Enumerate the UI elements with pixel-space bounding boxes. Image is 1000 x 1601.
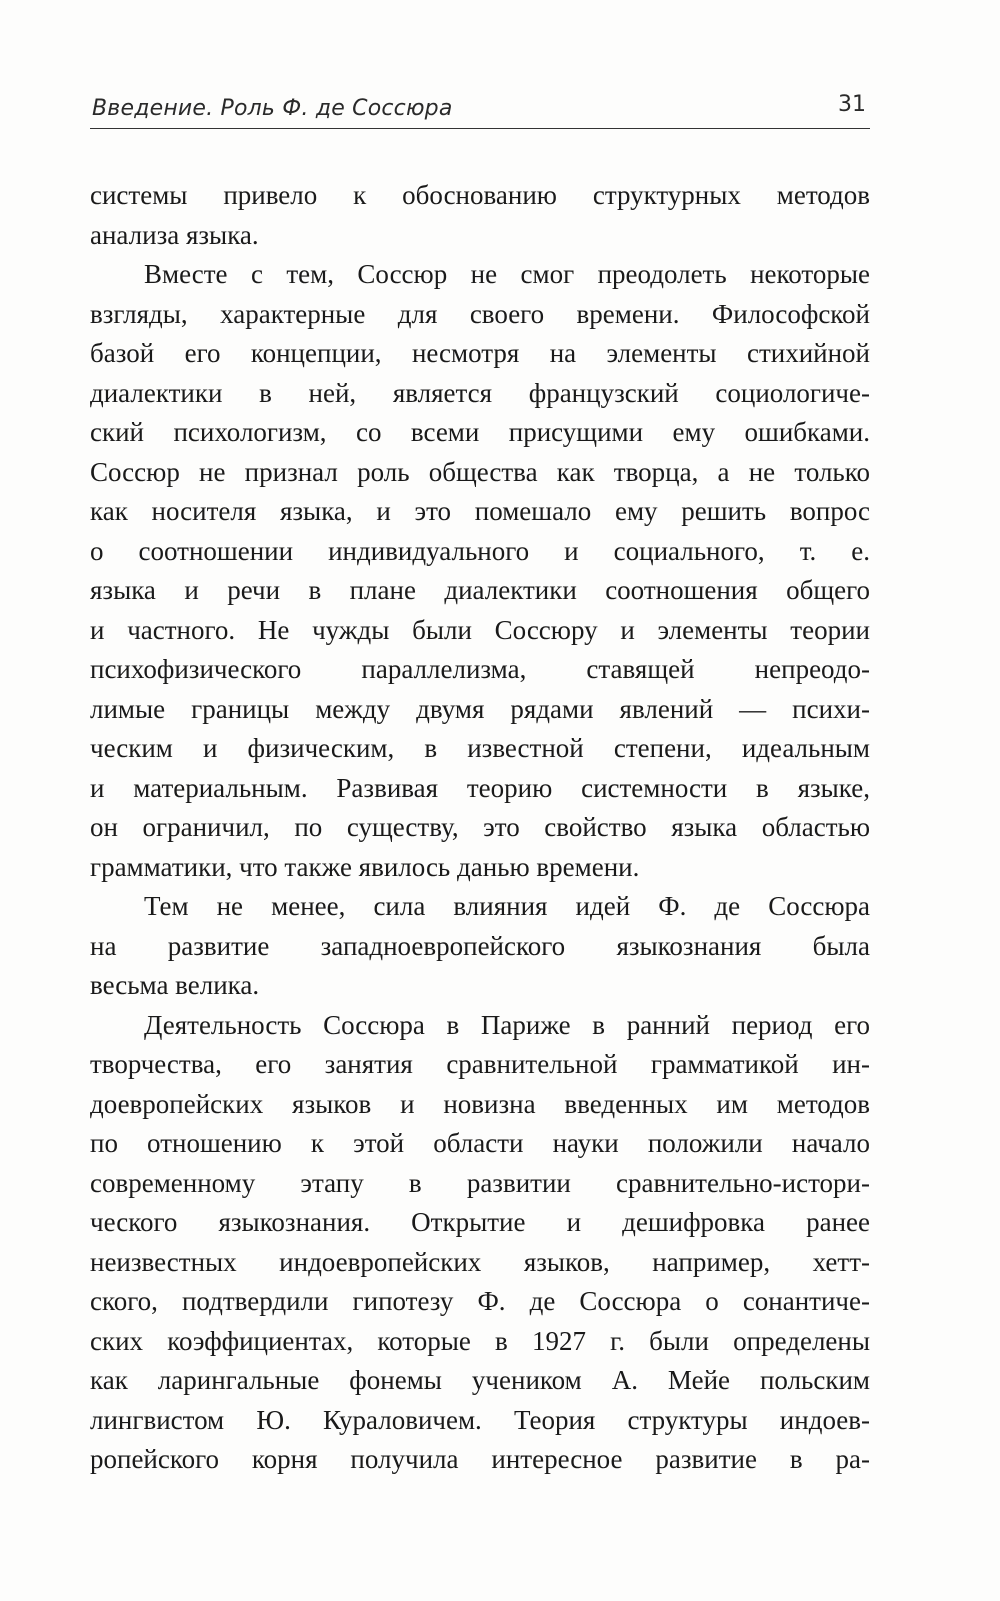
- text-line: ских коэффициентах, которые в 1927 г. были определены: [90, 1325, 870, 1356]
- text-line: и материальным. Развивая теорию системности в языке,: [90, 772, 870, 803]
- page-number: 31: [838, 92, 866, 117]
- text-line: по отношению к этой области науки положили начало: [90, 1128, 870, 1158]
- text-line: Деятельность Соссюра в Париже в ранний период его: [144, 1009, 870, 1040]
- text-line: языка и речи в плане диалектики соотношения общего: [90, 575, 870, 605]
- text-line: неизвестных индоевропейских языков, например, хетт-: [90, 1246, 870, 1277]
- text-line: лимые границы между двумя рядами явлений — психи-: [90, 693, 870, 724]
- text-line: творчества, его занятия сравнительной грамматикой ин-: [90, 1049, 870, 1079]
- text-line: Вместе с тем, Соссюр не смог преодолеть некоторые: [144, 259, 870, 289]
- text-line: как носителя языка, и это помешало ему решить вопрос: [90, 496, 870, 526]
- text-line: доевропейских языков и новизна введенных им методов: [90, 1088, 870, 1119]
- text-line: грамматики, что также явилось данью времени.: [90, 851, 640, 882]
- text-line: современному этапу в развитии сравнительно-истори-: [90, 1167, 870, 1198]
- text-line: он ограничил, по существу, это свойство языка областью: [90, 812, 870, 842]
- body-text: [90, 176, 870, 1480]
- text-line: взгляды, характерные для своего времени. Философской: [90, 298, 870, 329]
- text-line: лингвистом Ю. Кураловичем. Теория структуры индоев-: [90, 1404, 870, 1435]
- text-line: о соотношении индивидуального и социального, т. е.: [90, 535, 870, 566]
- text-line: ского, подтвердили гипотезу Ф. де Соссюра о сонантиче-: [90, 1286, 870, 1316]
- running-header: [90, 92, 870, 129]
- text-line: Соссюр не признал роль общества как творца, а не только: [90, 456, 870, 487]
- text-line: системы привело к обоснованию структурных методов: [90, 180, 870, 210]
- text-line: ческим и физическим, в известной степени, идеальным: [90, 733, 870, 763]
- text-line: весьма велика.: [90, 970, 260, 1000]
- text-line: на развитие западноевропейского языкознания была: [90, 930, 870, 961]
- text-line: психофизического параллелизма, ставящей непреодо-: [90, 654, 870, 684]
- text-line: ский психологизм, со всеми присущими ему ошибками.: [90, 417, 870, 447]
- text-line: анализа языка.: [90, 219, 259, 250]
- running-title: Введение. Роль Ф. де Соссюра: [92, 96, 453, 121]
- text-line: и частного. Не чужды были Соссюру и элементы теории: [90, 614, 870, 645]
- text-line: как ларингальные фонемы учеником А. Мейе польским: [90, 1365, 870, 1395]
- text-line: диалектики в ней, является французский социологиче-: [90, 377, 870, 408]
- text-line: ропейского корня получила интересное развитие в ра-: [90, 1444, 870, 1474]
- text-line: Тем не менее, сила влияния идей Ф. де Соссюра: [144, 891, 870, 921]
- text-line: ческого языкознания. Открытие и дешифровка ранее: [90, 1207, 870, 1237]
- text-line: базой его концепции, несмотря на элементы стихийной: [90, 338, 870, 368]
